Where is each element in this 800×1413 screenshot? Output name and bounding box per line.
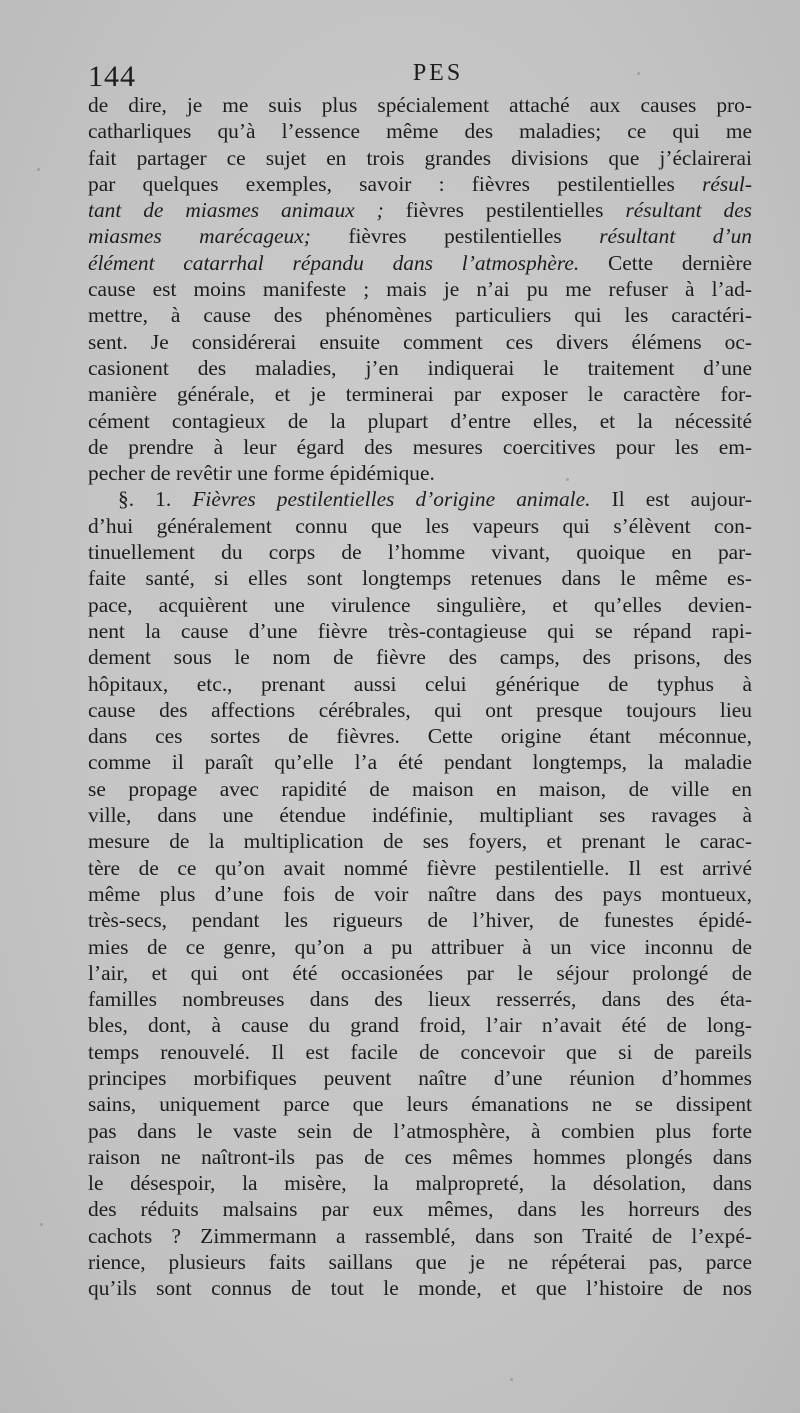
section-heading-line: §. 1. Fièvres pestilentielles d’origine animale. Il est aujour-	[118, 487, 752, 512]
text-line: fait partager ce sujet en trois grandes divisions que j’éclairerai	[88, 145, 752, 170]
text-line: se propage avec rapidité de maison en maison, de ville en	[88, 776, 752, 801]
text-line: cément contagieux de la plupart d’entre elles, et la nécessité	[88, 408, 752, 433]
body-text	[88, 92, 752, 1302]
text-line: pace, acquièrent une virulence singulière, et qu’elles devien-	[88, 592, 752, 617]
text-line: même plus d’une fois de voir naître dans des pays montueux,	[88, 881, 752, 906]
text-line: cause est moins manifeste ; mais je n’ai pu me refuser à l’ad-	[88, 277, 752, 302]
text-line: miasmes marécageux; fièvres pestilentielles résultant d’un	[88, 224, 752, 249]
text-line: de dire, je me suis plus spécialement attaché aux causes pro-	[88, 93, 752, 117]
page-header	[88, 60, 755, 94]
text-line: sains, uniquement parce que leurs émanations ne se dissipent	[88, 1092, 752, 1117]
text-line: comme il paraît qu’elle l’a été pendant longtemps, la maladie	[88, 750, 752, 775]
text-line: sent. Je considérerai ensuite comment ces divers élémens oc-	[88, 329, 752, 354]
text-line: tant de miasmes animaux ; fièvres pestilentielles résultant des	[88, 198, 753, 223]
text-line: nent la cause d’une fièvre très-contagieuse qui se répand rapi-	[88, 618, 752, 643]
text-line: de prendre à leur égard des mesures coercitives pour les em-	[88, 434, 752, 459]
running-head: PES	[412, 60, 464, 86]
paper-speck	[37, 168, 40, 171]
text-line: faite santé, si elles sont longtemps retenues dans le même es-	[88, 566, 752, 591]
text-line: ville, dans une étendue indéfinie, multipliant ses ravages à	[88, 803, 752, 828]
text-line: bles, dont, à cause du grand froid, l’air n’avait été de long-	[88, 1013, 752, 1038]
text-line: qu’ils sont connus de tout le monde, et que l’histoire de nos	[88, 1276, 752, 1301]
text-line: cachots ? Zimmermann a rassemblé, dans son Traité de l’expé-	[88, 1223, 752, 1248]
text-line: mettre, à cause des phénomènes particuliers qui les caractéri-	[88, 303, 752, 328]
text-line: dement sous le nom de fièvre des camps, des prisons, des	[88, 645, 752, 670]
text-line: le désespoir, la misère, la malpropreté, la désolation, dans	[88, 1171, 752, 1196]
text-line: hôpitaux, etc., prenant aussi celui générique de typhus à	[88, 671, 752, 696]
text-line: mesure de la multiplication de ses foyers, et prenant le carac-	[88, 829, 752, 854]
text-line: pas dans le vaste sein de l’atmosphère, à combien plus forte	[88, 1118, 752, 1143]
page-number: 144	[88, 60, 136, 93]
text-line: très-secs, pendant les rigueurs de l’hiver, de funestes épidé-	[88, 908, 752, 933]
text-line: principes morbifiques peuvent naître d’une réunion d’hommes	[88, 1065, 752, 1090]
section-title: Fièvres pestilentielles d’origine animale.	[192, 487, 591, 512]
text-line: familles nombreuses dans des lieux resserrés, dans des éta-	[88, 987, 752, 1012]
text-line: mies de ce genre, qu’on a pu attribuer à un vice inconnu de	[88, 934, 752, 959]
paper-speck	[40, 1223, 43, 1226]
paper-speck	[510, 1378, 513, 1381]
text-line: pecher de revêtir une forme épidémique.	[88, 461, 435, 486]
paper-speck	[566, 478, 569, 481]
text-line: raison ne naîtront-ils pas de ces mêmes hommes plongés dans	[88, 1144, 752, 1169]
text-line: par quelques exemples, savoir : fièvres pestilentielles résul-	[88, 171, 752, 196]
text-line: rience, plusieurs faits saillans que je ne répéterai pas, parce	[88, 1250, 752, 1275]
text-line: l’air, et qui ont été occasionées par le séjour prolongé de	[88, 960, 752, 985]
paper-speck	[637, 72, 640, 75]
text-line: d’hui généralement connu que les vapeurs qui s’élèvent con-	[88, 513, 752, 538]
section-number: §. 1.	[118, 487, 172, 512]
text-line: dans ces sortes de fièvres. Cette origine étant méconnue,	[88, 724, 752, 749]
text-line: des réduits malsains par eux mêmes, dans les horreurs des	[88, 1197, 752, 1222]
text-line: cause des affections cérébrales, qui ont presque toujours lieu	[88, 697, 752, 722]
text-line: catharliques qu’à l’essence même des maladies; ce qui me	[88, 119, 752, 144]
text-line: tinuellement du corps de l’homme vivant, quoique en par-	[88, 540, 752, 565]
text-line: manière générale, et je terminerai par exposer le caractère for-	[88, 382, 752, 407]
text-line: casionent des maladies, j’en indiquerai le traitement d’une	[88, 355, 752, 380]
text-line: élément catarrhal répandu dans l’atmosphère. Cette dernière	[88, 250, 752, 275]
text-line: temps renouvelé. Il est facile de concevoir que si de pareils	[88, 1039, 752, 1064]
text-line: tère de ce qu’on avait nommé fièvre pestilentielle. Il est arrivé	[88, 855, 752, 880]
